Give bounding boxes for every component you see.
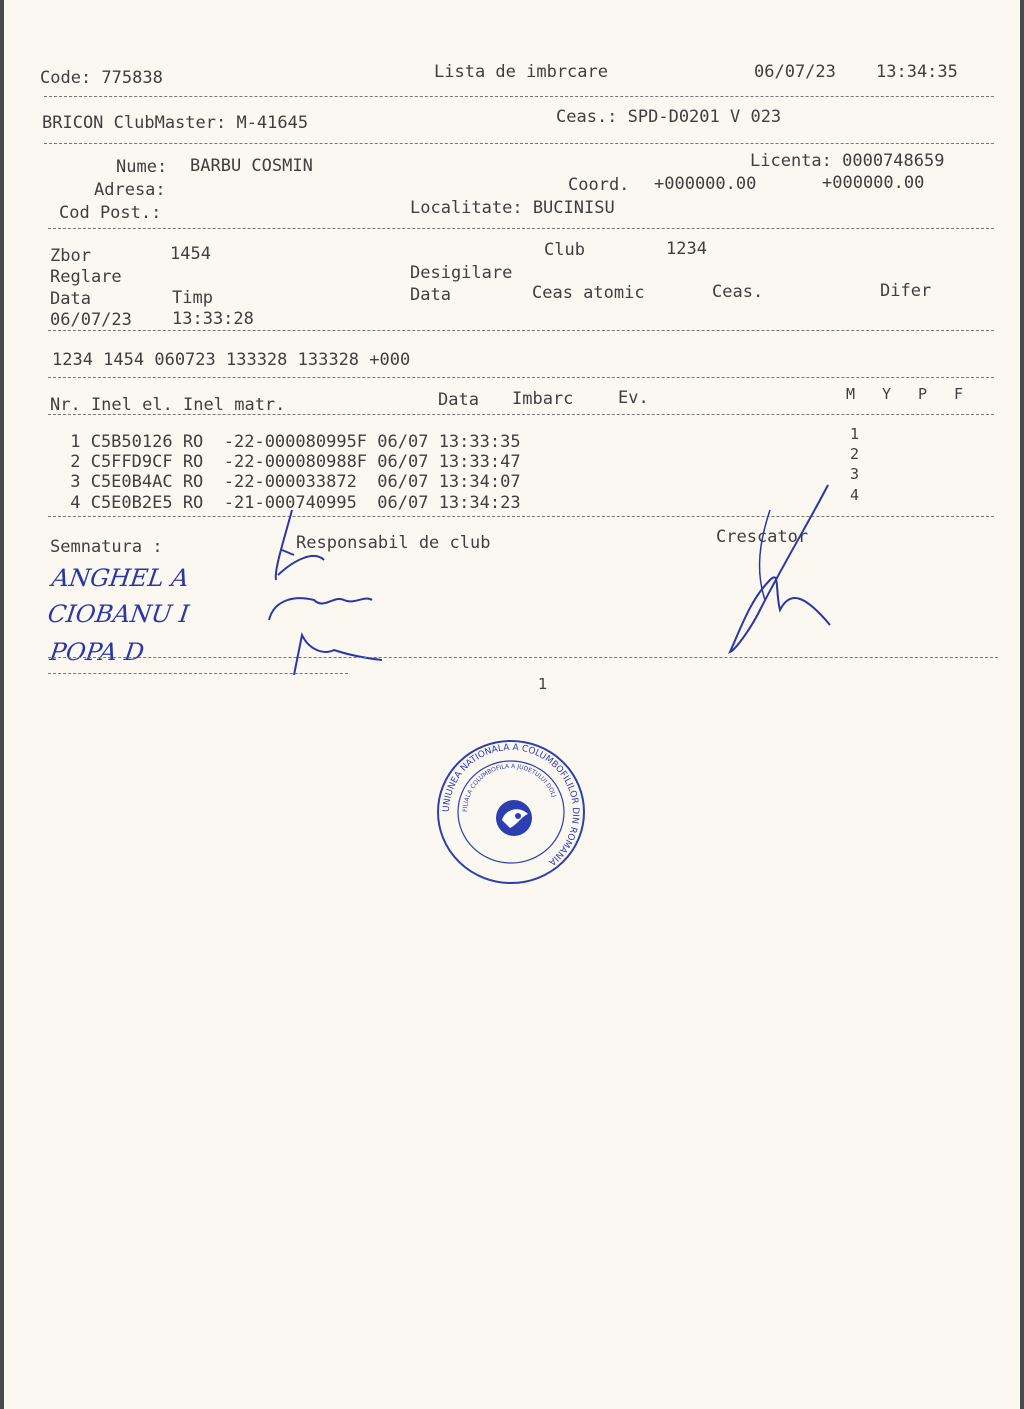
table-row: 2 C5FFD9CF RO -22-000080988F 06/07 13:33:47 (60, 452, 521, 472)
table-header-y: Y (882, 385, 892, 403)
coord-label: Coord. (568, 175, 630, 195)
table-row-m: 4 (850, 486, 860, 504)
divider (48, 657, 998, 658)
date-label: Data (50, 289, 91, 309)
adjust-time: 13:33:28 (172, 309, 254, 329)
table-row: 3 C5E0B4AC RO -22-000033872 06/07 13:34:07 (60, 472, 521, 492)
flight-label: Zbor (50, 246, 91, 266)
signature-label: Semnatura : (50, 537, 163, 557)
stamp-outer-text: UNIUNEA NATIONALA A COLUMBOFILILOR DIN ROMANIA (441, 742, 581, 867)
difference-label: Difer (880, 281, 932, 301)
document-title: Lista de imbrcare (434, 62, 608, 82)
unseal-label: Desigilare (410, 263, 513, 283)
divider (48, 516, 994, 517)
coord-value-1: +000000.00 (654, 174, 757, 194)
time-label: Timp (172, 288, 213, 308)
divider (48, 377, 994, 378)
receipt-paper (4, 0, 1020, 1409)
unseal-date-label: Data (410, 285, 451, 305)
clubmaster-id: BRICON ClubMaster: M-41645 (42, 113, 309, 133)
table-header-event: Ev. (618, 388, 649, 408)
table-header-boarding: Imbarc (512, 389, 574, 409)
header-time: 13:34:35 (876, 62, 958, 82)
divider (48, 228, 994, 229)
coord-value-2: +000000.00 (822, 173, 925, 193)
club-responsible-label: Responsabil de club (296, 533, 491, 553)
name-label: Nume: (116, 157, 168, 177)
locality: Localitate: BUCINISU (410, 198, 615, 218)
club-number: 1234 (666, 239, 707, 259)
table-header-ring: Nr. Inel el. Inel matr. (50, 395, 286, 415)
page-number: 1 (538, 675, 548, 693)
table-row-m: 1 (850, 425, 860, 443)
handwritten-name: POPA D (48, 638, 146, 666)
address-label: Adresa: (94, 180, 166, 200)
handwritten-name: ANGHEL A (50, 564, 191, 592)
license: Licenta: 0000748659 (750, 151, 945, 171)
table-row: 1 C5B50126 RO -22-000080995F 06/07 13:33:35 (60, 432, 521, 452)
club-label: Club (544, 240, 585, 260)
divider (48, 414, 994, 415)
flight-number: 1454 (170, 244, 211, 264)
responsible-signature (254, 500, 394, 680)
divider (48, 673, 348, 674)
code-label: Code: 775838 (40, 68, 163, 88)
breeder-label: Crescator (716, 527, 809, 547)
stamp-inner-text: FILIALA COLUMBOFILA A JUDETULUI DOLJ (461, 762, 558, 813)
handwritten-name: CIOBANU I (46, 600, 191, 628)
divider (44, 143, 994, 144)
postal-code-label: Cod Post.: (59, 203, 162, 223)
table-header-date: Data (438, 390, 479, 410)
atomic-clock-label: Ceas atomic (532, 283, 645, 303)
clock-label: Ceas. (712, 282, 764, 302)
divider (44, 96, 994, 97)
adjust-label: Reglare (50, 267, 122, 287)
flight-code-line: 1234 1454 060723 133328 133328 +000 (52, 350, 411, 370)
table-row-m: 3 (850, 465, 860, 483)
clock-id: Ceas.: SPD-D0201 V 023 (556, 107, 782, 127)
table-row-m: 2 (850, 445, 860, 463)
adjust-date: 06/07/23 (50, 310, 132, 330)
table-header-f: F (954, 385, 964, 403)
table-header-p: P (918, 385, 928, 403)
breeder-signature (720, 480, 850, 660)
club-stamp-seal (434, 738, 588, 886)
divider (48, 330, 994, 331)
table-header-m: M (846, 385, 856, 403)
header-date: 06/07/23 (754, 62, 836, 82)
owner-name: BARBU COSMIN (190, 156, 313, 176)
table-row: 4 C5E0B2E5 RO -21-000740995 06/07 13:34:23 (60, 493, 521, 513)
